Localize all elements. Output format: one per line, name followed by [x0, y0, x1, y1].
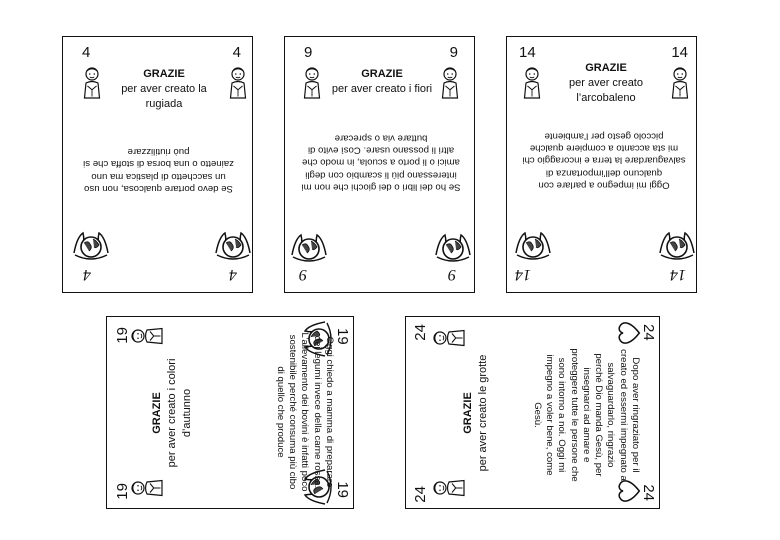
- card-commitment-text: Oggi chiedo a mamma di preparare dei legumi invece della carne rossa. L’allevamento dei bovini è infatti poco sostenibile perché consuma più cibo di quello che produce: [274, 332, 335, 492]
- card-number-bottom-right: 24: [412, 486, 429, 503]
- child-icon: [665, 65, 695, 101]
- card-number-bottom-left: 24: [412, 324, 429, 341]
- card-number-top-left: 4: [82, 44, 91, 61]
- child-icon: [517, 65, 547, 101]
- globe-hands-icon: [71, 223, 111, 263]
- child-icon: [129, 321, 165, 351]
- card-title: GRAZIE per aver creato l’arcobaleno: [569, 62, 643, 104]
- card-number-bottom-right: 19: [114, 483, 131, 500]
- card-24: [405, 316, 660, 509]
- card-number-top-right: 19: [334, 481, 351, 498]
- card-number-bottom-left: 14: [515, 266, 531, 283]
- card-19: [106, 316, 354, 509]
- card-number-top-right: 14: [671, 44, 688, 61]
- card-number-top-right: 9: [449, 44, 458, 61]
- card-title: GRAZIE per aver creato i colori d’autunno: [151, 358, 193, 468]
- card-number-bottom-left: 4: [83, 266, 91, 283]
- globe-hands-icon: [657, 223, 697, 263]
- card-title: GRAZIE per aver creato i fiori: [331, 68, 433, 95]
- card-number-bottom-right: 9: [448, 266, 456, 283]
- card-commitment-text: Dopo aver ringraziato per il creato ed essermi impegnato a salvaguardarlo, ringrazio perché Dio manda Gesù, per insegnarci ad amare e proteggere tutte le persone che sono intorno a noi. Oggi mi impegno a voler bene, come Gesù.: [531, 348, 641, 482]
- child-icon: [435, 65, 465, 101]
- card-number-bottom-right: 4: [229, 266, 237, 283]
- globe-hands-icon: [289, 225, 329, 265]
- card-number-top-left: 24: [640, 324, 657, 341]
- card-number-bottom-left: 9: [299, 266, 307, 283]
- card-number-bottom-left: 19: [114, 327, 131, 344]
- card-number-bottom-right: 14: [670, 266, 686, 283]
- card-commitment-text: Oggi mi impegno a parlare con qualcuno dell’importanza di salvaguardare la terra e incoraggio chi mi sta accanto a compiere qualche piccolo gesto per l’ambiente: [522, 130, 686, 191]
- card-number-top-left: 19: [334, 328, 351, 345]
- card-14: [506, 36, 697, 293]
- globe-hands-icon: [433, 225, 473, 265]
- card-commitment-text: Se ho dei libri o dei giochi che non mi interessano più li scambio con degli amici o li porto a scuola, in modo che altri li possano usare. Così evito di buttare via o sprecare: [301, 132, 461, 193]
- card-number-top-left: 14: [519, 44, 536, 61]
- card-9: [284, 36, 475, 293]
- globe-hands-icon: [513, 223, 553, 263]
- card-number-top-left: 9: [304, 44, 313, 61]
- child-icon: [297, 65, 327, 101]
- card-title: GRAZIE per aver creato le grotte: [462, 354, 489, 472]
- child-icon: [223, 65, 253, 101]
- card-number-top-right: 4: [232, 44, 241, 61]
- card-commitment-text: Se devo portare qualcosa, non uso un sacchetto di plastica ma uno zainetto o una borsa di stoffa che si può riutilizzare: [83, 146, 234, 195]
- child-icon: [431, 323, 467, 353]
- child-icon: [431, 473, 467, 503]
- card-title: GRAZIE per aver creato la rugiada: [121, 68, 207, 110]
- heart-icon: [617, 320, 641, 346]
- globe-hands-icon: [213, 223, 253, 263]
- card-4: [62, 36, 253, 293]
- child-icon: [129, 473, 165, 503]
- card-number-top-right: 24: [640, 484, 657, 501]
